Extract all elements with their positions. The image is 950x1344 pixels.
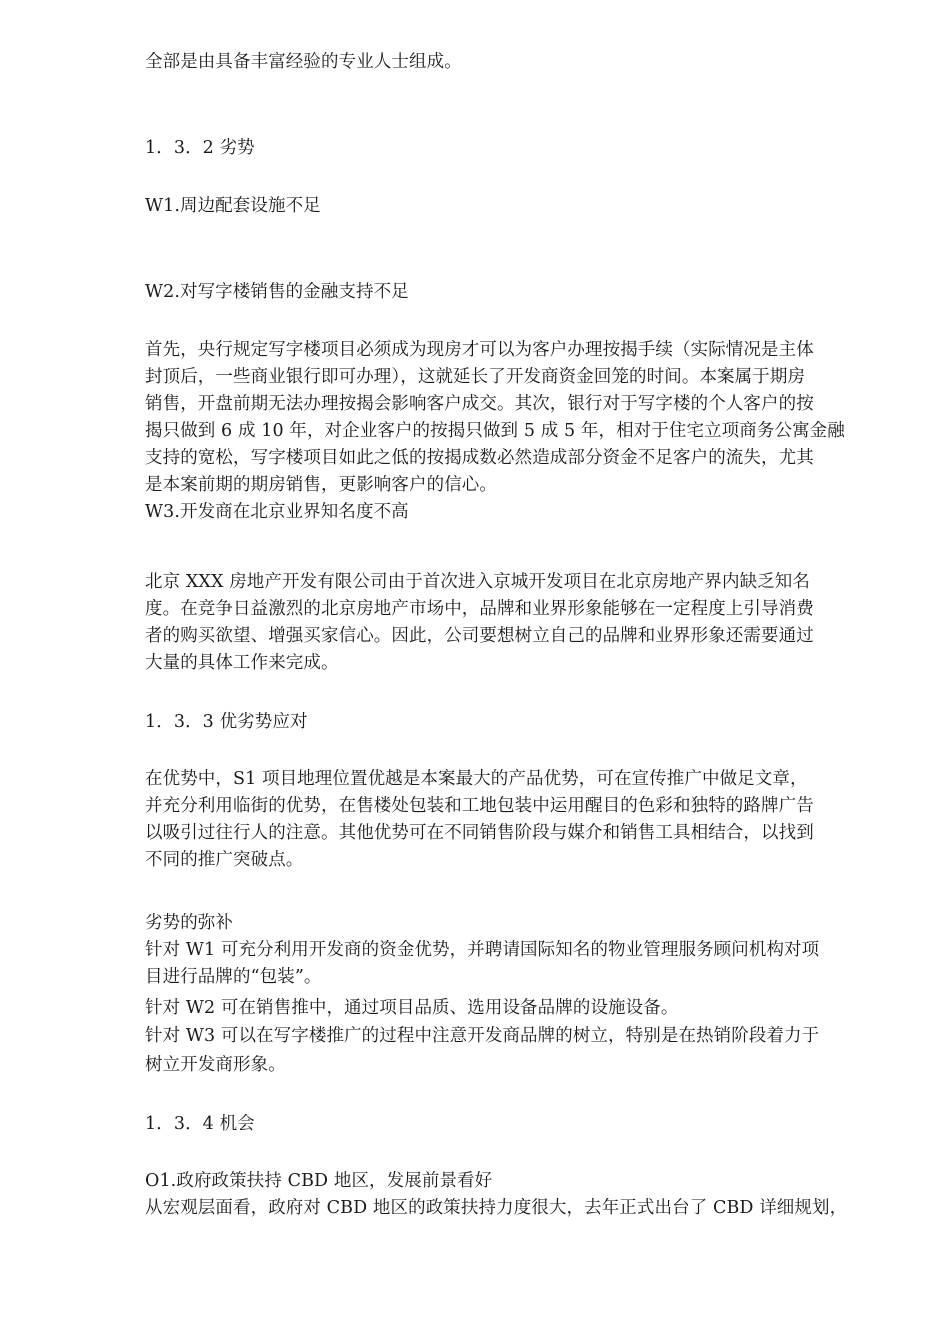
paragraph-line: 首先，央行规定写字楼项目必须成为现房才可以为客户办理按揭手续（实际情况是主体 [145,340,814,360]
paragraph-line: 封顶后，一些商业银行即可办理），这就延长了开发商资金回笼的时间。本案属于期房 [145,367,806,387]
section-heading-response: 1．3．3 优劣势应对 [145,712,308,732]
paragraph-line: 者的购买欲望、增强买家信心。因此，公司要想树立自己的品牌和业界形象还需要通过 [145,626,814,646]
section-heading-weaknesses: 1．3．2 劣势 [145,138,255,158]
paragraph-line: 从宏观层面看，政府对 CBD 地区的政策扶持力度很大，去年正式出台了 CBD 详细规划， [145,1198,848,1218]
paragraph-line: 目进行品牌的“包装”。 [145,967,322,987]
paragraph-line: 针对 W3 可以在写字楼推广的过程中注意开发商品牌的树立，特别是在热销阶段着力于 [145,1026,820,1046]
paragraph-line: 北京 XXX 房地产开发有限公司由于首次进入京城开发项目在北京房地产界内缺乏知名 [145,572,810,592]
paragraph-line: 针对 W2 可在销售推中，通过项目品质、选用设备品牌的设施设备。 [145,998,679,1018]
subheading-remedies: 劣势的弥补 [145,913,233,933]
paragraph-line: 是本案前期的期房销售，更影响客户的信心。 [145,475,497,495]
paragraph-line: 并充分利用临街的优势，在售楼处包装和工地包装中运用醒目的色彩和独特的路牌广告 [145,796,814,816]
section-heading-opportunities: 1．3．4 机会 [145,1114,255,1134]
weakness-item-w2: W2.对写字楼销售的金融支持不足 [145,282,409,302]
weakness-item-w1: W1.周边配套设施不足 [145,196,321,216]
paragraph-line: 揭只做到 6 成 10 年，对企业客户的按揭只做到 5 成 5 年，相对于住宅立项商务公寓金融 [145,421,845,441]
paragraph-line: 在优势中，S1 项目地理位置优越是本案最大的产品优势，可在宣传推广中做足文章， [145,769,808,789]
weakness-item-w3: W3.开发商在北京业界知名度不高 [145,502,409,522]
paragraph-line: 树立开发商形象。 [145,1055,286,1075]
paragraph-line: 度。在竞争日益激烈的北京房地产市场中，品牌和业界形象能够在一定程度上引导消费 [145,599,814,619]
paragraph-line: 支持的宽松，写字楼项目如此之低的按揭成数必然造成部分资金不足客户的流失，尤其 [145,448,814,468]
paragraph-line: 大量的具体工作来完成。 [145,653,339,673]
paragraph-line: 全部是由具备丰富经验的专业人士组成。 [145,52,462,72]
opportunity-item-o1: O1.政府政策扶持 CBD 地区，发展前景看好 [145,1171,493,1191]
paragraph-line: 以吸引过往行人的注意。其他优势可在不同销售阶段与媒介和销售工具相结合，以找到 [145,823,814,843]
paragraph-line: 销售，开盘前期无法办理按揭会影响客户成交。其次，银行对于写字楼的个人客户的按 [145,394,814,414]
paragraph-line: 针对 W1 可充分利用开发商的资金优势，并聘请国际知名的物业管理服务顾问机构对项 [145,940,820,960]
paragraph-line: 不同的推广突破点。 [145,850,304,870]
